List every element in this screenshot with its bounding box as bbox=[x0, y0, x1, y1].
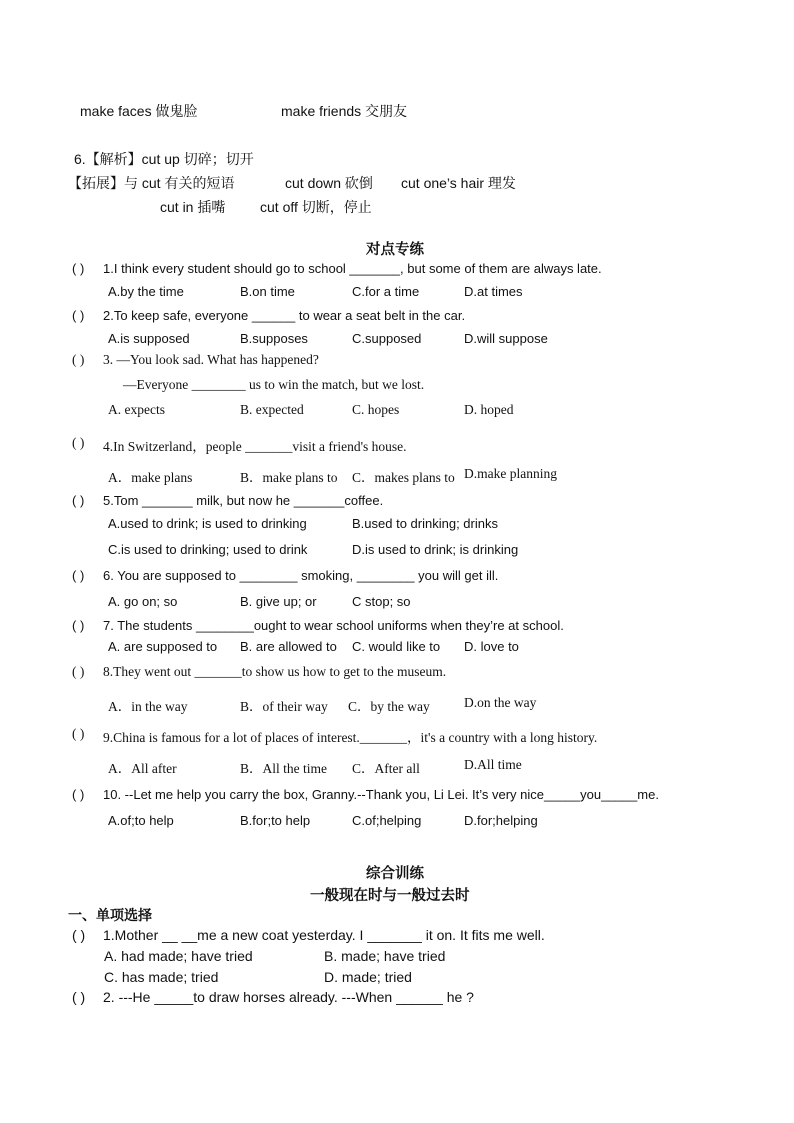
phrase-make-friends: make friends 交朋友 bbox=[281, 103, 408, 119]
section-title-practice: 对点专练 bbox=[366, 242, 424, 258]
question-2-stem: 2.To keep safe, everyone ______ to wear a seat belt in the car. bbox=[103, 308, 466, 323]
option-b: B. are allowed to bbox=[240, 639, 337, 654]
answer-blank: ( ) bbox=[72, 352, 85, 367]
phrase-cut-down: cut down 砍倒 bbox=[285, 175, 373, 191]
option-c: C. would like to bbox=[352, 639, 441, 654]
option-b: B. give up; or bbox=[240, 594, 317, 609]
option-a: A．in the way bbox=[108, 699, 188, 714]
question-8-stem: 8.They went out _______to show us how to get to the museum. bbox=[103, 664, 447, 679]
option-b: B. made; have tried bbox=[324, 948, 446, 964]
answer-blank: ( ) bbox=[72, 261, 85, 276]
option-a: A. had made; have tried bbox=[104, 948, 253, 964]
answer-blank: ( ) bbox=[72, 568, 85, 583]
section-subtitle: 一般现在时与一般过去时 bbox=[310, 888, 470, 904]
phrase-make-faces: make faces 做鬼脸 bbox=[80, 103, 198, 119]
question-7-stem: 7. The students ________ought to wear school uniforms when they’re at school. bbox=[103, 618, 564, 633]
option-a: A.by the time bbox=[108, 284, 184, 299]
option-d: D.is used to drink; is drinking bbox=[352, 542, 519, 557]
option-c: C.for a time bbox=[352, 284, 420, 299]
option-d: D.will suppose bbox=[464, 331, 548, 346]
option-c: C.of;helping bbox=[352, 813, 422, 828]
answer-blank: ( ) bbox=[72, 308, 85, 323]
option-d: D.make planning bbox=[464, 466, 557, 481]
section-title-comprehensive: 综合训练 bbox=[366, 866, 424, 882]
option-b: B. expected bbox=[240, 402, 304, 417]
option-d: D.at times bbox=[464, 284, 523, 299]
option-a: A. go on; so bbox=[108, 594, 178, 609]
option-c: C. has made; tried bbox=[104, 969, 219, 985]
option-d: D. made; tried bbox=[324, 969, 412, 985]
answer-blank: ( ) bbox=[72, 664, 85, 679]
phrase-cut-hair: cut one’s hair 理发 bbox=[401, 175, 516, 191]
option-b: B．make plans to bbox=[240, 470, 338, 485]
option-d: D.All time bbox=[464, 757, 522, 772]
question-3-stem: 3. —You look sad. What has happened? bbox=[103, 352, 319, 367]
option-c: C．by the way bbox=[348, 699, 430, 714]
option-b: B.for;to help bbox=[240, 813, 311, 828]
option-d: D. hoped bbox=[464, 402, 514, 417]
option-d: D.on the way bbox=[464, 695, 537, 710]
phrase-cut-off: cut off 切断，停止 bbox=[260, 199, 372, 215]
option-a: A.of;to help bbox=[108, 813, 174, 828]
question-9-stem: 9.China is famous for a lot of places of interest._______，it's a country with a long history. bbox=[103, 730, 598, 745]
option-b: B.on time bbox=[240, 284, 295, 299]
option-c: C.supposed bbox=[352, 331, 422, 346]
option-a: A．All after bbox=[108, 761, 177, 776]
answer-blank: ( ) bbox=[72, 787, 85, 802]
option-c: C．makes plans to bbox=[352, 470, 455, 485]
option-c: C. hopes bbox=[352, 402, 400, 417]
option-c: C．After all bbox=[352, 761, 420, 776]
section-heading-single-choice: 一、单项选择 bbox=[68, 907, 152, 923]
question-6-stem: 6. You are supposed to ________ smoking, ________ you will get ill. bbox=[103, 568, 499, 583]
option-a: A.used to drink; is used to drinking bbox=[108, 516, 307, 531]
answer-blank: ( ) bbox=[72, 726, 85, 741]
answer-blank: ( ) bbox=[72, 435, 85, 450]
item6-analysis: 6.【解析】cut up 切碎；切开 bbox=[74, 151, 254, 167]
option-d: D. love to bbox=[464, 639, 519, 654]
extension-label: 【拓展】与 cut 有关的短语 bbox=[68, 175, 235, 191]
option-b: B.supposes bbox=[240, 331, 308, 346]
option-a: A. are supposed to bbox=[108, 639, 218, 654]
answer-blank: ( ) bbox=[72, 493, 85, 508]
option-c: C.is used to drinking; used to drink bbox=[108, 542, 308, 557]
option-a: A. expects bbox=[108, 402, 165, 417]
question-5-stem: 5.Tom _______ milk, but now he _______coffee. bbox=[103, 493, 384, 508]
question-s2-1-stem: 1.Mother __ __me a new coat yesterday. I _______ it on. It fits me well. bbox=[103, 927, 545, 943]
question-3-stem-2: —Everyone ________ us to win the match, but we lost. bbox=[123, 377, 425, 392]
question-s2-2-stem: 2. ---He _____to draw horses already. ---When ______ he ? bbox=[103, 989, 474, 1005]
option-a: A.is supposed bbox=[108, 331, 190, 346]
answer-blank: ( ) bbox=[72, 618, 85, 633]
option-a: A．make plans bbox=[108, 470, 193, 485]
answer-blank: ( ) bbox=[72, 989, 86, 1005]
option-b: B.used to drinking; drinks bbox=[352, 516, 498, 531]
answer-blank: ( ) bbox=[72, 927, 86, 943]
question-10-stem: 10. --Let me help you carry the box, Granny.--Thank you, Li Lei. It’s very nice_____you_____me. bbox=[103, 787, 659, 802]
option-b: B．of their way bbox=[240, 699, 328, 714]
question-1-stem: 1.I think every student should go to school _______, but some of them are always late. bbox=[103, 261, 602, 276]
question-4-stem: 4.In Switzerland，people _______visit a friend's house. bbox=[103, 439, 407, 454]
option-c: C stop; so bbox=[352, 594, 411, 609]
option-b: B．All the time bbox=[240, 761, 327, 776]
option-d: D.for;helping bbox=[464, 813, 538, 828]
phrase-cut-in: cut in 插嘴 bbox=[160, 199, 226, 215]
